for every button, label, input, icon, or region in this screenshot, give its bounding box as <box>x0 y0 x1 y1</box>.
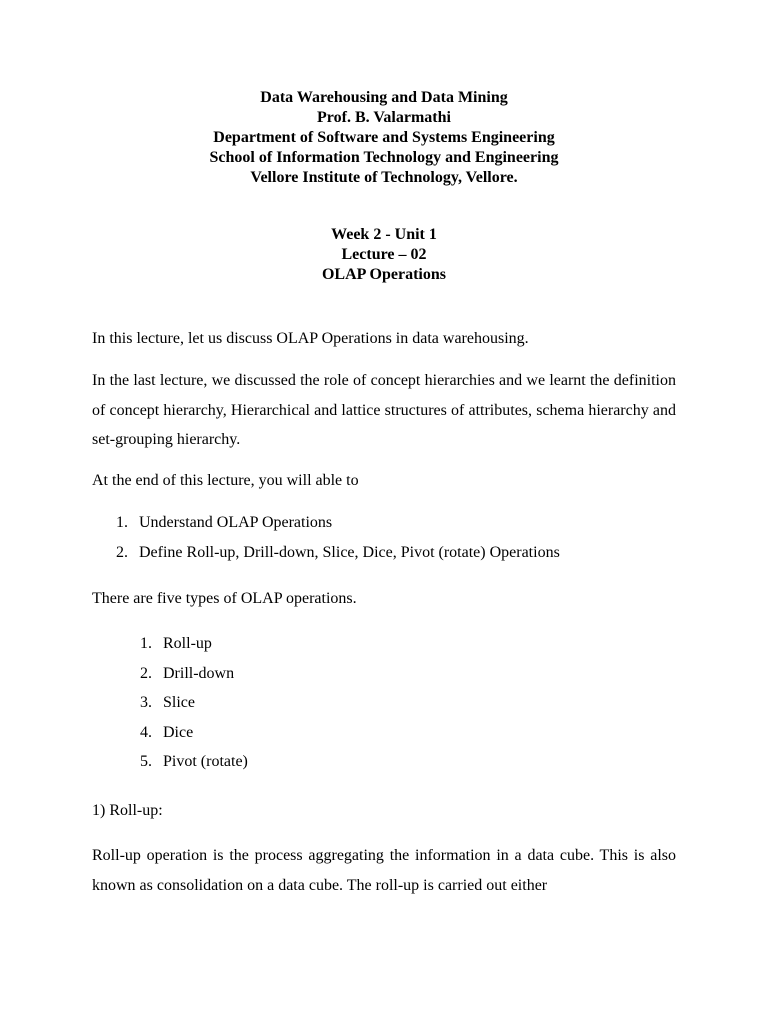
list-item <box>116 538 560 568</box>
lecture-title: OLAP Operations <box>321 266 446 283</box>
document-header <box>0 88 768 188</box>
list-text: Slice <box>163 694 195 711</box>
list-item <box>140 688 248 718</box>
lecture-heading <box>0 225 768 285</box>
school-name: School of Information Technology and Engineering <box>209 149 559 166</box>
department-name: Department of Software and Systems Engineering <box>213 129 555 146</box>
list-item <box>140 629 248 659</box>
list-text: Pivot (rotate) <box>163 753 248 770</box>
objectives-list <box>116 508 560 567</box>
list-item <box>140 659 248 689</box>
list-number: 2. <box>140 664 152 682</box>
list-number: 2. <box>116 543 128 561</box>
list-text: Roll-up <box>163 635 212 652</box>
section-heading: 1) Roll-up: <box>92 802 163 819</box>
list-item <box>140 747 248 777</box>
objectives-lead: At the end of this lecture, you will able to <box>92 472 359 489</box>
types-lead: There are five types of OLAP operations. <box>92 590 357 607</box>
list-text: Dice <box>163 723 194 741</box>
list-number: 5. <box>140 753 152 770</box>
list-number: 4. <box>140 723 152 741</box>
recap-paragraph: In the last lecture, we discussed the role of concept hierarchies and we learnt the definition of concept hierarchy, Hierarchical and lattice structures of attributes, schema hierarchy and set-grouping hierarchy. <box>92 372 676 448</box>
list-text: Define Roll-up, Drill-down, Slice, Dice, Pivot (rotate) Operations <box>139 543 560 561</box>
types-list <box>140 629 248 777</box>
professor-name: Prof. B. Valarmathi <box>317 109 451 126</box>
list-item <box>116 508 560 538</box>
list-item <box>140 718 248 748</box>
list-number: 3. <box>140 694 152 711</box>
rollup-paragraph: Roll-up operation is the process aggregating the information in a data cube. This is also known as consolidation on a data cube. The roll-up is carried out either <box>92 847 676 894</box>
list-number: 1. <box>140 635 152 652</box>
list-number: 1. <box>116 514 128 531</box>
course-title: Data Warehousing and Data Mining <box>260 89 508 106</box>
list-text: Drill-down <box>163 664 235 682</box>
intro-paragraph: In this lecture, let us discuss OLAP Operations in data warehousing. <box>92 330 529 347</box>
lecture-number: Lecture – 02 <box>341 246 427 263</box>
list-text: Understand OLAP Operations <box>139 514 333 531</box>
institute-name: Vellore Institute of Technology, Vellore. <box>250 169 518 186</box>
week-unit: Week 2 - Unit 1 <box>331 226 437 243</box>
